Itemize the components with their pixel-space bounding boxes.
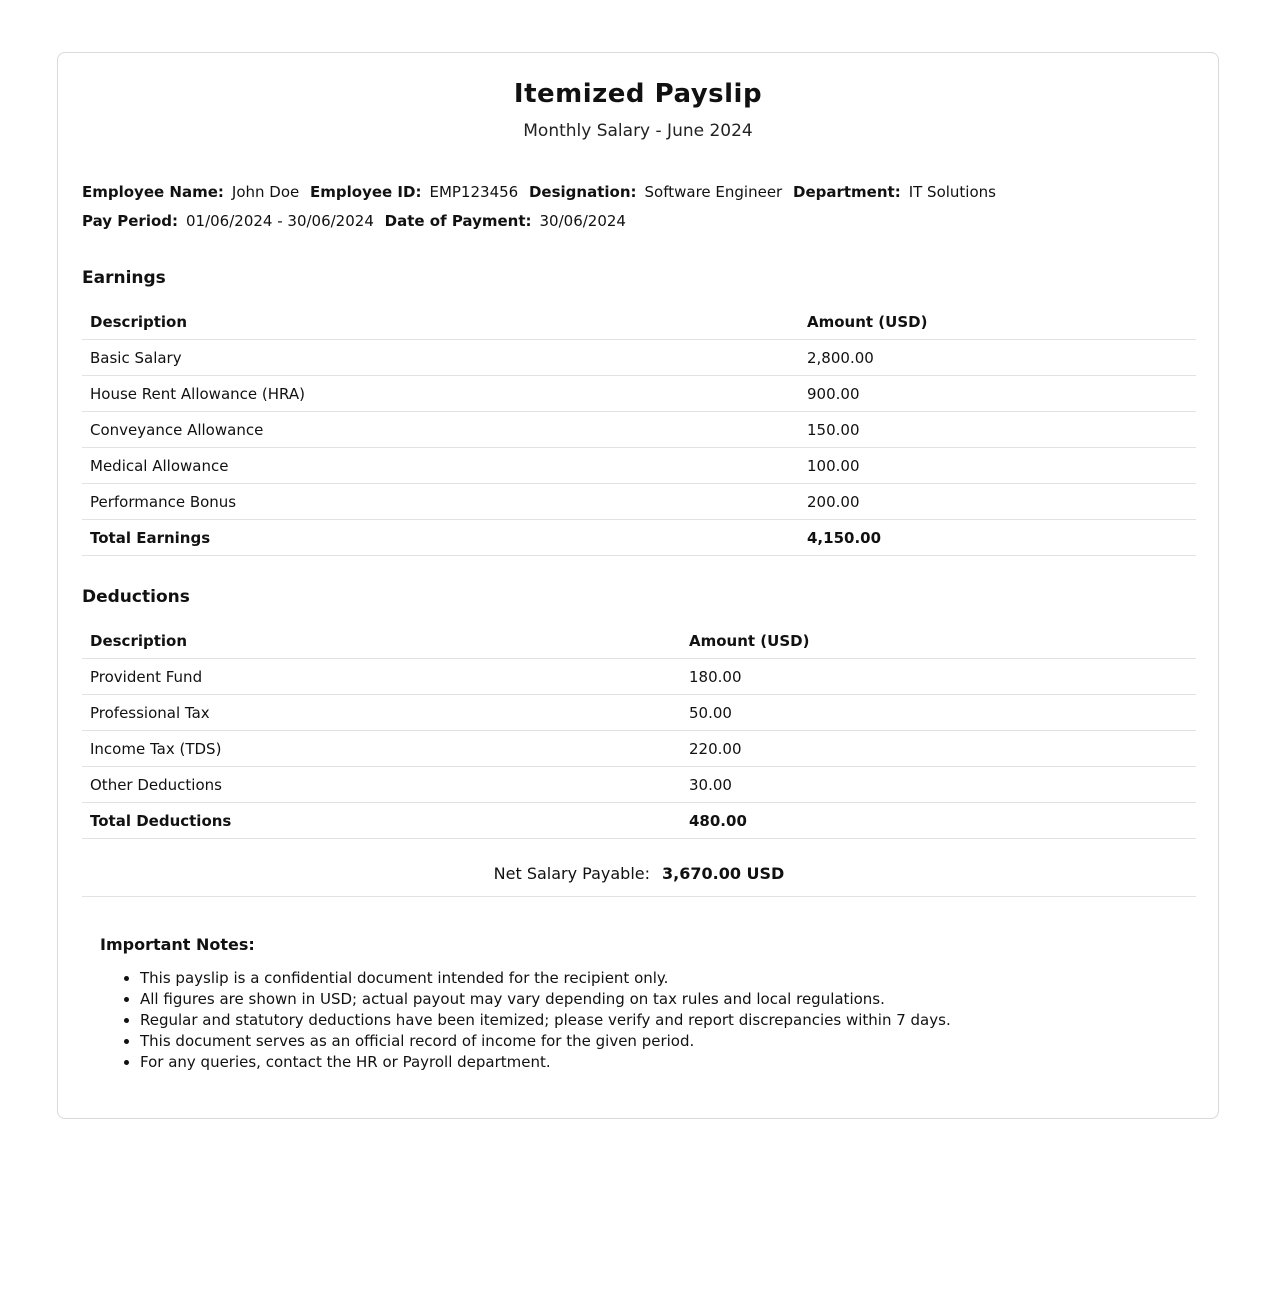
earning-description: House Rent Allowance (HRA) [82, 376, 799, 412]
column-header-amount: Amount (USD) [681, 623, 1196, 659]
table-row [82, 695, 1196, 731]
table-row [82, 484, 1196, 520]
deduction-description: Provident Fund [82, 659, 681, 695]
employee-name-field [82, 178, 299, 207]
deduction-description: Other Deductions [82, 767, 681, 803]
payslip-card [57, 52, 1219, 1119]
total-earnings-label: Total Earnings [82, 520, 799, 556]
earning-amount: 100.00 [799, 448, 1196, 484]
table-row [82, 340, 1196, 376]
total-deductions-amount: 480.00 [681, 803, 1196, 839]
department-field [793, 178, 996, 207]
table-row [82, 659, 1196, 695]
earnings-heading: Earnings [82, 268, 166, 288]
table-header-row [82, 623, 1196, 659]
total-earnings-row [82, 520, 1196, 556]
earning-description: Conveyance Allowance [82, 412, 799, 448]
designation-label: Designation: [528, 183, 637, 201]
total-earnings-amount: 4,150.00 [799, 520, 1196, 556]
table-row [82, 448, 1196, 484]
earnings-table [82, 304, 1196, 556]
table-row [82, 412, 1196, 448]
deduction-amount: 220.00 [681, 731, 1196, 767]
deductions-table [82, 623, 1196, 839]
total-deductions-label: Total Deductions [82, 803, 681, 839]
pay-period-value: 01/06/2024 - 30/06/2024 [186, 212, 374, 230]
net-salary [82, 858, 1196, 897]
deduction-amount: 30.00 [681, 767, 1196, 803]
payment-date-label: Date of Payment: [384, 212, 532, 230]
deduction-amount: 50.00 [681, 695, 1196, 731]
net-salary-label: Net Salary Payable: [493, 864, 651, 883]
earning-amount: 200.00 [799, 484, 1196, 520]
table-row [82, 376, 1196, 412]
employee-name-value: John Doe [231, 183, 300, 201]
earning-amount: 2,800.00 [799, 340, 1196, 376]
earning-description: Basic Salary [82, 340, 799, 376]
pay-period-field [82, 207, 374, 236]
earning-amount: 900.00 [799, 376, 1196, 412]
designation-value: Software Engineer [644, 183, 783, 201]
column-header-amount: Amount (USD) [799, 304, 1196, 340]
page-subtitle: Monthly Salary - June 2024 [523, 121, 753, 141]
total-deductions-row [82, 803, 1196, 839]
table-row [82, 767, 1196, 803]
column-header-description: Description [82, 623, 681, 659]
notes-list [100, 968, 1180, 1073]
notes-heading: Important Notes: [100, 935, 255, 954]
page-title: Itemized Payslip [513, 79, 763, 109]
deductions-heading: Deductions [82, 587, 190, 607]
deduction-description: Income Tax (TDS) [82, 731, 681, 767]
department-label: Department: [793, 183, 901, 201]
earning-description: Medical Allowance [82, 448, 799, 484]
employee-name-label: Employee Name: [82, 183, 224, 201]
table-header-row [82, 304, 1196, 340]
earning-amount: 150.00 [799, 412, 1196, 448]
department-value: IT Solutions [908, 183, 996, 201]
earning-description: Performance Bonus [82, 484, 799, 520]
list-item: • For any queries, contact the HR or Payroll department. [140, 1052, 1180, 1073]
pay-period-label: Pay Period: [82, 212, 178, 230]
designation-field [529, 178, 782, 207]
important-notes [100, 935, 1180, 1073]
list-item: • This payslip is a confidential document intended for the recipient only. [140, 968, 1180, 989]
deduction-amount: 180.00 [681, 659, 1196, 695]
net-salary-value: 3,670.00 USD [662, 864, 785, 883]
employee-id-value: EMP123456 [429, 183, 519, 201]
list-item: • This document serves as an official record of income for the given period. [140, 1031, 1180, 1052]
table-row [82, 731, 1196, 767]
payment-date-field [385, 207, 626, 236]
list-item: • Regular and statutory deductions have been itemized; please verify and report discrepancies within 7 days. [140, 1010, 1180, 1031]
deduction-description: Professional Tax [82, 695, 681, 731]
column-header-description: Description [82, 304, 799, 340]
employee-id-label: Employee ID: [310, 183, 422, 201]
employee-id-field [310, 178, 518, 207]
list-item: • All figures are shown in USD; actual payout may vary depending on tax rules and local regulations. [140, 989, 1180, 1010]
payment-date-value: 30/06/2024 [539, 212, 626, 230]
employee-info [82, 178, 1198, 236]
